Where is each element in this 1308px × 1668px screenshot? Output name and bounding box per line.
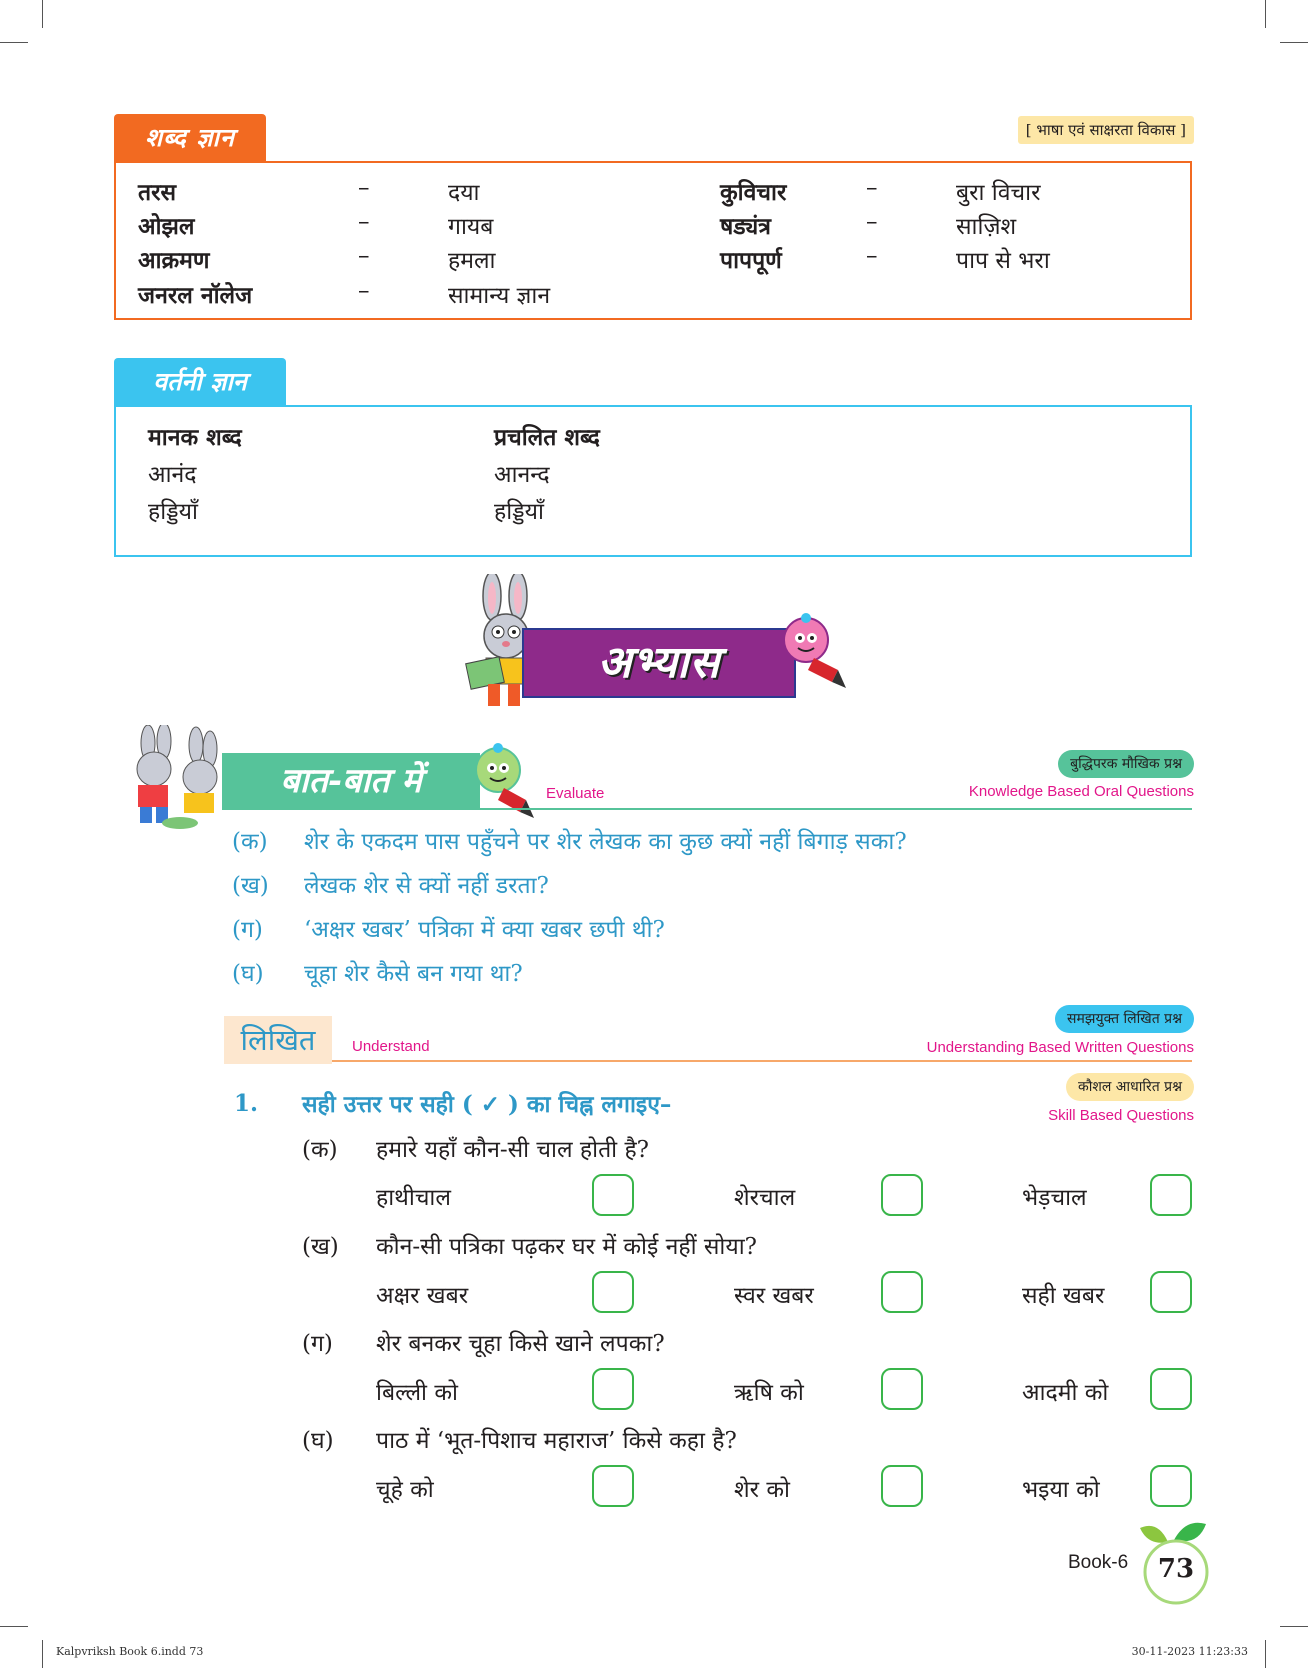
item-marker: (घ): [302, 1428, 334, 1454]
understand-label: Understand: [352, 1038, 430, 1055]
vocab-meaning: बुरा विचार: [956, 180, 1041, 206]
item-marker: (क): [302, 1137, 338, 1163]
question-text: ‘अक्षर खबर’ पत्रिका में क्या खबर छपी थी?: [304, 917, 665, 943]
answer-checkbox[interactable]: [881, 1465, 923, 1507]
vocab-word: जनरल नॉलेज: [138, 282, 253, 309]
option-label: भइया को: [1022, 1477, 1100, 1503]
question-marker: (ग): [232, 917, 263, 943]
vocab-word: आक्रमण: [138, 247, 210, 274]
item-question: शेर बनकर चूहा किसे खाने लपका?: [376, 1331, 665, 1357]
likhit-title: लिखित: [224, 1016, 332, 1064]
crop-mark: [0, 1626, 28, 1627]
crop-mark: [1280, 1626, 1308, 1627]
vocab-meaning: गायब: [448, 214, 494, 240]
vocab-meaning: पाप से भरा: [956, 248, 1050, 274]
book-label: Book-6: [1068, 1552, 1129, 1573]
crop-mark: [1265, 1640, 1266, 1668]
vocab-dash: –: [358, 278, 370, 304]
item-question: हमारे यहाँ कौन-सी चाल होती है?: [376, 1137, 649, 1163]
option-label: सही खबर: [1022, 1283, 1105, 1309]
vocab-word: पापपूर्ण: [720, 247, 782, 274]
crop-mark: [1280, 42, 1308, 43]
question-text: चूहा शेर कैसे बन गया था?: [304, 961, 523, 987]
pencil-mascot-icon: [780, 612, 852, 692]
answer-checkbox[interactable]: [1150, 1271, 1192, 1313]
written-question-badge-en: Understanding Based Written Questions: [926, 1039, 1194, 1056]
answer-checkbox[interactable]: [592, 1271, 634, 1313]
vocab-meaning: सामान्य ज्ञान: [448, 283, 551, 309]
file-info: Kalpvriksh Book 6.indd 73: [56, 1645, 204, 1658]
item-question: कौन-सी पत्रिका पढ़कर घर में कोई नहीं सोया?: [376, 1234, 757, 1260]
question-text: लेखक शेर से क्यों नहीं डरता?: [304, 873, 549, 899]
vartani-gyan-box: [114, 405, 1192, 557]
vocab-word: ओझल: [138, 213, 195, 240]
baat-baat-title: बात-बात में: [222, 753, 480, 809]
skill-badge-en: Skill Based Questions: [1048, 1107, 1194, 1124]
section-rule: [332, 1060, 1192, 1062]
exercise-number: 1.: [234, 1090, 259, 1117]
answer-checkbox[interactable]: [881, 1271, 923, 1313]
page-number: 73: [1157, 1554, 1195, 1584]
answer-checkbox[interactable]: [881, 1368, 923, 1410]
oral-question: [232, 956, 523, 988]
vocab-word: षड्यंत्र: [720, 213, 771, 240]
exercise-instruction: सही उत्तर पर सही ( ✓ ) का चिह्न लगाइए–: [302, 1091, 672, 1118]
vocab-word: कुविचार: [720, 179, 787, 206]
vocab-dash: –: [866, 243, 878, 269]
evaluate-label: Evaluate: [546, 785, 605, 802]
crop-mark: [42, 0, 43, 28]
option-label: हाथीचाल: [376, 1185, 451, 1211]
vocab-dash: –: [866, 209, 878, 235]
option-label: स्वर खबर: [734, 1283, 814, 1309]
prachalit-header: प्रचलित शब्द: [494, 424, 600, 451]
oral-question-badge: बुद्धिपरक मौखिक प्रश्न: [1058, 750, 1194, 778]
answer-checkbox[interactable]: [592, 1368, 634, 1410]
question-text: शेर के एकदम पास पहुँचने पर शेर लेखक का कुछ क्यों नहीं बिगाड़ सका?: [304, 829, 907, 855]
abhyas-banner: अभ्यास: [522, 628, 796, 698]
print-timestamp: 30-11-2023 11:23:33: [1131, 1645, 1248, 1658]
crop-mark: [0, 42, 28, 43]
item-question: पाठ में ‘भूत-पिशाच महाराज’ किसे कहा है?: [376, 1428, 737, 1454]
prachalit-word: आनन्द: [494, 462, 550, 488]
skill-badge: कौशल आधारित प्रश्न: [1066, 1073, 1194, 1101]
vocab-dash: –: [358, 243, 370, 269]
answer-checkbox[interactable]: [592, 1174, 634, 1216]
option-label: शेर को: [734, 1477, 790, 1503]
vocab-dash: –: [866, 175, 878, 201]
vartani-gyan-title: वर्तनी ज्ञान: [114, 358, 286, 406]
answer-checkbox[interactable]: [1150, 1174, 1192, 1216]
vocab-meaning: दया: [448, 180, 480, 206]
rabbits-icon: [110, 725, 230, 833]
item-marker: (ख): [302, 1234, 339, 1260]
oral-question: [232, 912, 665, 944]
section-rule: [222, 808, 1192, 810]
option-label: अक्षर खबर: [376, 1283, 469, 1309]
option-label: बिल्ली को: [376, 1380, 458, 1406]
vocab-meaning: हमला: [448, 248, 496, 274]
option-label: शेरचाल: [734, 1185, 796, 1211]
vocab-dash: –: [358, 175, 370, 201]
oral-question-badge-en: Knowledge Based Oral Questions: [968, 783, 1194, 800]
shabd-gyan-title: शब्द ज्ञान: [114, 114, 266, 162]
answer-checkbox[interactable]: [881, 1174, 923, 1216]
option-label: चूहे को: [376, 1477, 434, 1503]
written-question-badge: समझयुक्त लिखित प्रश्न: [1055, 1005, 1194, 1033]
manak-header: मानक शब्द: [148, 424, 242, 451]
prachalit-word: हड्डियाँ: [494, 499, 544, 525]
literacy-tag: [ भाषा एवं साक्षरता विकास ]: [1018, 116, 1194, 144]
vocab-dash: –: [358, 209, 370, 235]
option-label: ऋषि को: [734, 1380, 804, 1406]
answer-checkbox[interactable]: [1150, 1465, 1192, 1507]
manak-word: आनंद: [148, 462, 197, 488]
vocab-meaning: साज़िश: [956, 214, 1017, 240]
vocab-word: तरस: [138, 179, 177, 206]
item-marker: (ग): [302, 1331, 333, 1357]
question-marker: (ख): [232, 873, 269, 899]
answer-checkbox[interactable]: [1150, 1368, 1192, 1410]
crop-mark: [42, 1640, 43, 1668]
oral-question: [232, 824, 907, 856]
manak-word: हड्डियाँ: [148, 499, 198, 525]
oral-question: [232, 868, 549, 900]
crop-mark: [1265, 0, 1266, 28]
question-marker: (घ): [232, 961, 264, 987]
option-label: आदमी को: [1022, 1380, 1109, 1406]
question-marker: (क): [232, 829, 268, 855]
answer-checkbox[interactable]: [592, 1465, 634, 1507]
option-label: भेड़चाल: [1022, 1185, 1087, 1211]
